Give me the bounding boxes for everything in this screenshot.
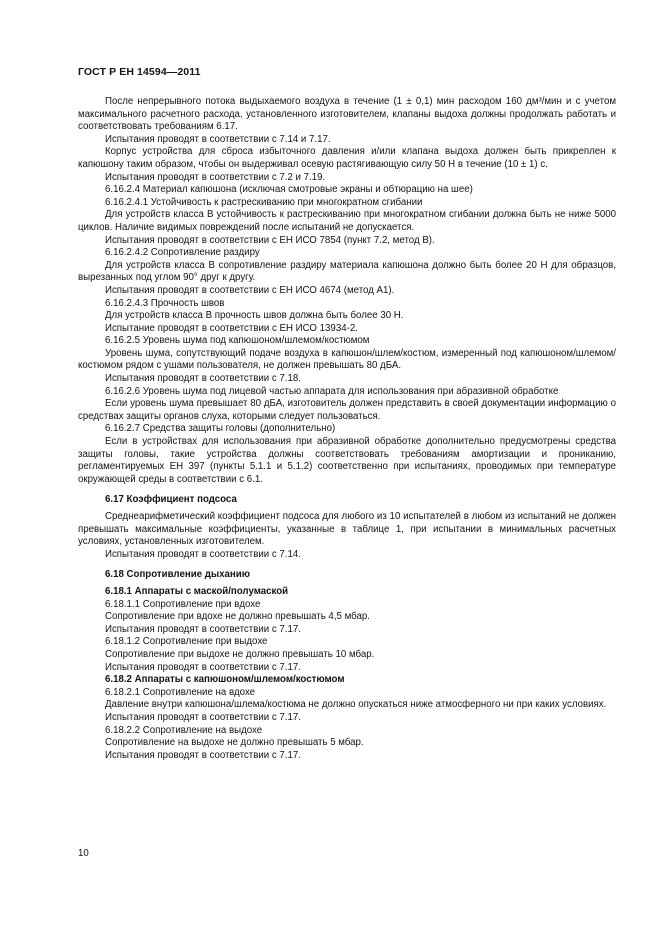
document-body xyxy=(78,96,616,762)
paragraph: Если в устройствах для использования при абразивной обработке дополнительно предусмотрены средства защиты головы, такие устройства должны соответствовать требованиям амортизации и прониканию, регламентируемых ЕН 397 (пункты 5.1.1 и 5.1.2) соответственно при испытаниях, проводимых при температуре окружающей среды в соответствии с 6.1. xyxy=(78,436,616,485)
paragraph: Испытания проводят в соответствии с ЕН ИСО 4674 (метод А1). xyxy=(105,284,395,296)
paragraph: Если уровень шума превышает 80 дБА, изготовитель должен представить в своей документации информацию о средствах защиты органов слуха, которыми следует пользоваться. xyxy=(78,398,616,422)
paragraph: Корпус устройства для сброса избыточного давления и/или клапана выдоха должен быть прикреплен к капюшону таким образом, чтобы он выдерживал осевую растягивающую силу 50 Н в течение (10 ± 1) с. xyxy=(78,146,616,170)
subsection-title-6-18-2: 6.18.2 Аппараты с капюшоном/шлемом/костюмом xyxy=(105,674,345,686)
paragraph: Для устройств класса В прочность швов должна быть более 30 Н. xyxy=(105,310,404,322)
section-title-6-17: 6.17 Коэффициент подсоса xyxy=(105,494,237,506)
clause-heading: 6.16.2.4.1 Устойчивость к растрескиванию при многократном сгибании xyxy=(105,196,423,208)
section-title-6-18: 6.18 Сопротивление дыханию xyxy=(105,569,251,581)
page-number: 10 xyxy=(78,848,89,859)
subsection-title-6-18-1: 6.18.1 Аппараты с маской/полумаской xyxy=(105,585,289,597)
document-header: ГОСТ Р ЕН 14594—2011 xyxy=(78,66,201,78)
clause-heading: 6.16.2.4 Материал капюшона (исключая смотровые экраны и обтюрацию на шее) xyxy=(105,184,473,196)
clause-heading: 6.18.2.2 Сопротивление на выдохе xyxy=(105,724,263,736)
paragraph: Испытания проводят в соответствии с 7.2 и 7.19. xyxy=(105,171,326,183)
paragraph: Сопротивление на выдохе не должно превышать 5 мбар. xyxy=(105,737,364,749)
clause-heading: 6.16.2.6 Уровень шума под лицевой частью аппарата для использования при абразивной обработке xyxy=(105,385,559,397)
clause-heading: 6.16.2.4.2 Сопротивление раздиру xyxy=(105,247,260,259)
clause-heading: 6.16.2.5 Уровень шума под капюшоном/шлемом/костюмом xyxy=(105,335,370,347)
paragraph: Испытание проводят в соответствии с ЕН ИСО 13934-2. xyxy=(105,322,358,334)
paragraph: Сопротивление при вдохе не должно превышать 4,5 мбар. xyxy=(105,611,370,623)
paragraph: Для устройств класса В сопротивление раздиру материала капюшона должно быть более 20 Н для образцов, вырезанных под углом 90° друг к другу. xyxy=(78,259,616,284)
clause-heading: 6.18.1.1 Сопротивление при вдохе xyxy=(105,598,261,610)
paragraph: Сопротивление при выдохе не должно превышать 10 мбар. xyxy=(105,648,375,660)
paragraph: Испытания проводят в соответствии с 7.18. xyxy=(105,373,301,385)
paragraph: Испытания проводят в соответствии с 7.17. xyxy=(105,661,301,673)
paragraph: После непрерывного потока выдыхаемого воздуха в течение (1 ± 0,1) мин расходом 160 дм³/мин и с учетом максимального расчетного расхода, установленного изготовителем, клапаны выдоха должны продолжать работать и соответствовать требованиям 6.17. xyxy=(78,96,616,133)
paragraph: Уровень шума, сопутствующий подаче воздуха в капюшон/шлем/костюм, измеренный под капюшоном/шлемом/костюмом рядом с ушами пользователя, не должен превышать 80 дБА. xyxy=(78,347,616,372)
paragraph: Испытания проводят в соответствии с 7.14. xyxy=(105,548,301,560)
paragraph: Испытания проводят в соответствии с ЕН ИСО 7854 (пункт 7.2, метод В). xyxy=(105,234,435,246)
paragraph: Давление внутри капюшона/шлема/костюма не должно опускаться ниже атмосферного ни при каких условиях. xyxy=(105,699,607,711)
paragraph: Среднеарифметический коэффициент подсоса для любого из 10 испытателей в любом из испытаний не должен превышать максимальные коэффициенты, указанные в таблице 1, при испытании в минимальных расчетных условиях, установленных изготовителем. xyxy=(78,511,616,548)
clause-heading: 6.16.2.7 Средства защиты головы (дополнительно) xyxy=(105,423,336,435)
paragraph: Для устройств класса В устойчивость к растрескиванию при многократном сгибании должна быть не ниже 5000 циклов. Наличие видимых повреждений после испытаний не допускается. xyxy=(78,209,616,233)
clause-heading: 6.16.2.4.3 Прочность швов xyxy=(105,297,225,309)
paragraph: Испытания проводят в соответствии с 7.17. xyxy=(105,623,301,635)
paragraph: Испытания проводят в соответствии с 7.17. xyxy=(105,711,301,723)
clause-heading: 6.18.1.2 Сопротивление при выдохе xyxy=(105,636,268,648)
paragraph: Испытания проводят в соответствии с 7.14 и 7.17. xyxy=(105,133,331,145)
clause-heading: 6.18.2.1 Сопротивление на вдохе xyxy=(105,686,256,698)
paragraph: Испытания проводят в соответствии с 7.17. xyxy=(105,749,301,761)
